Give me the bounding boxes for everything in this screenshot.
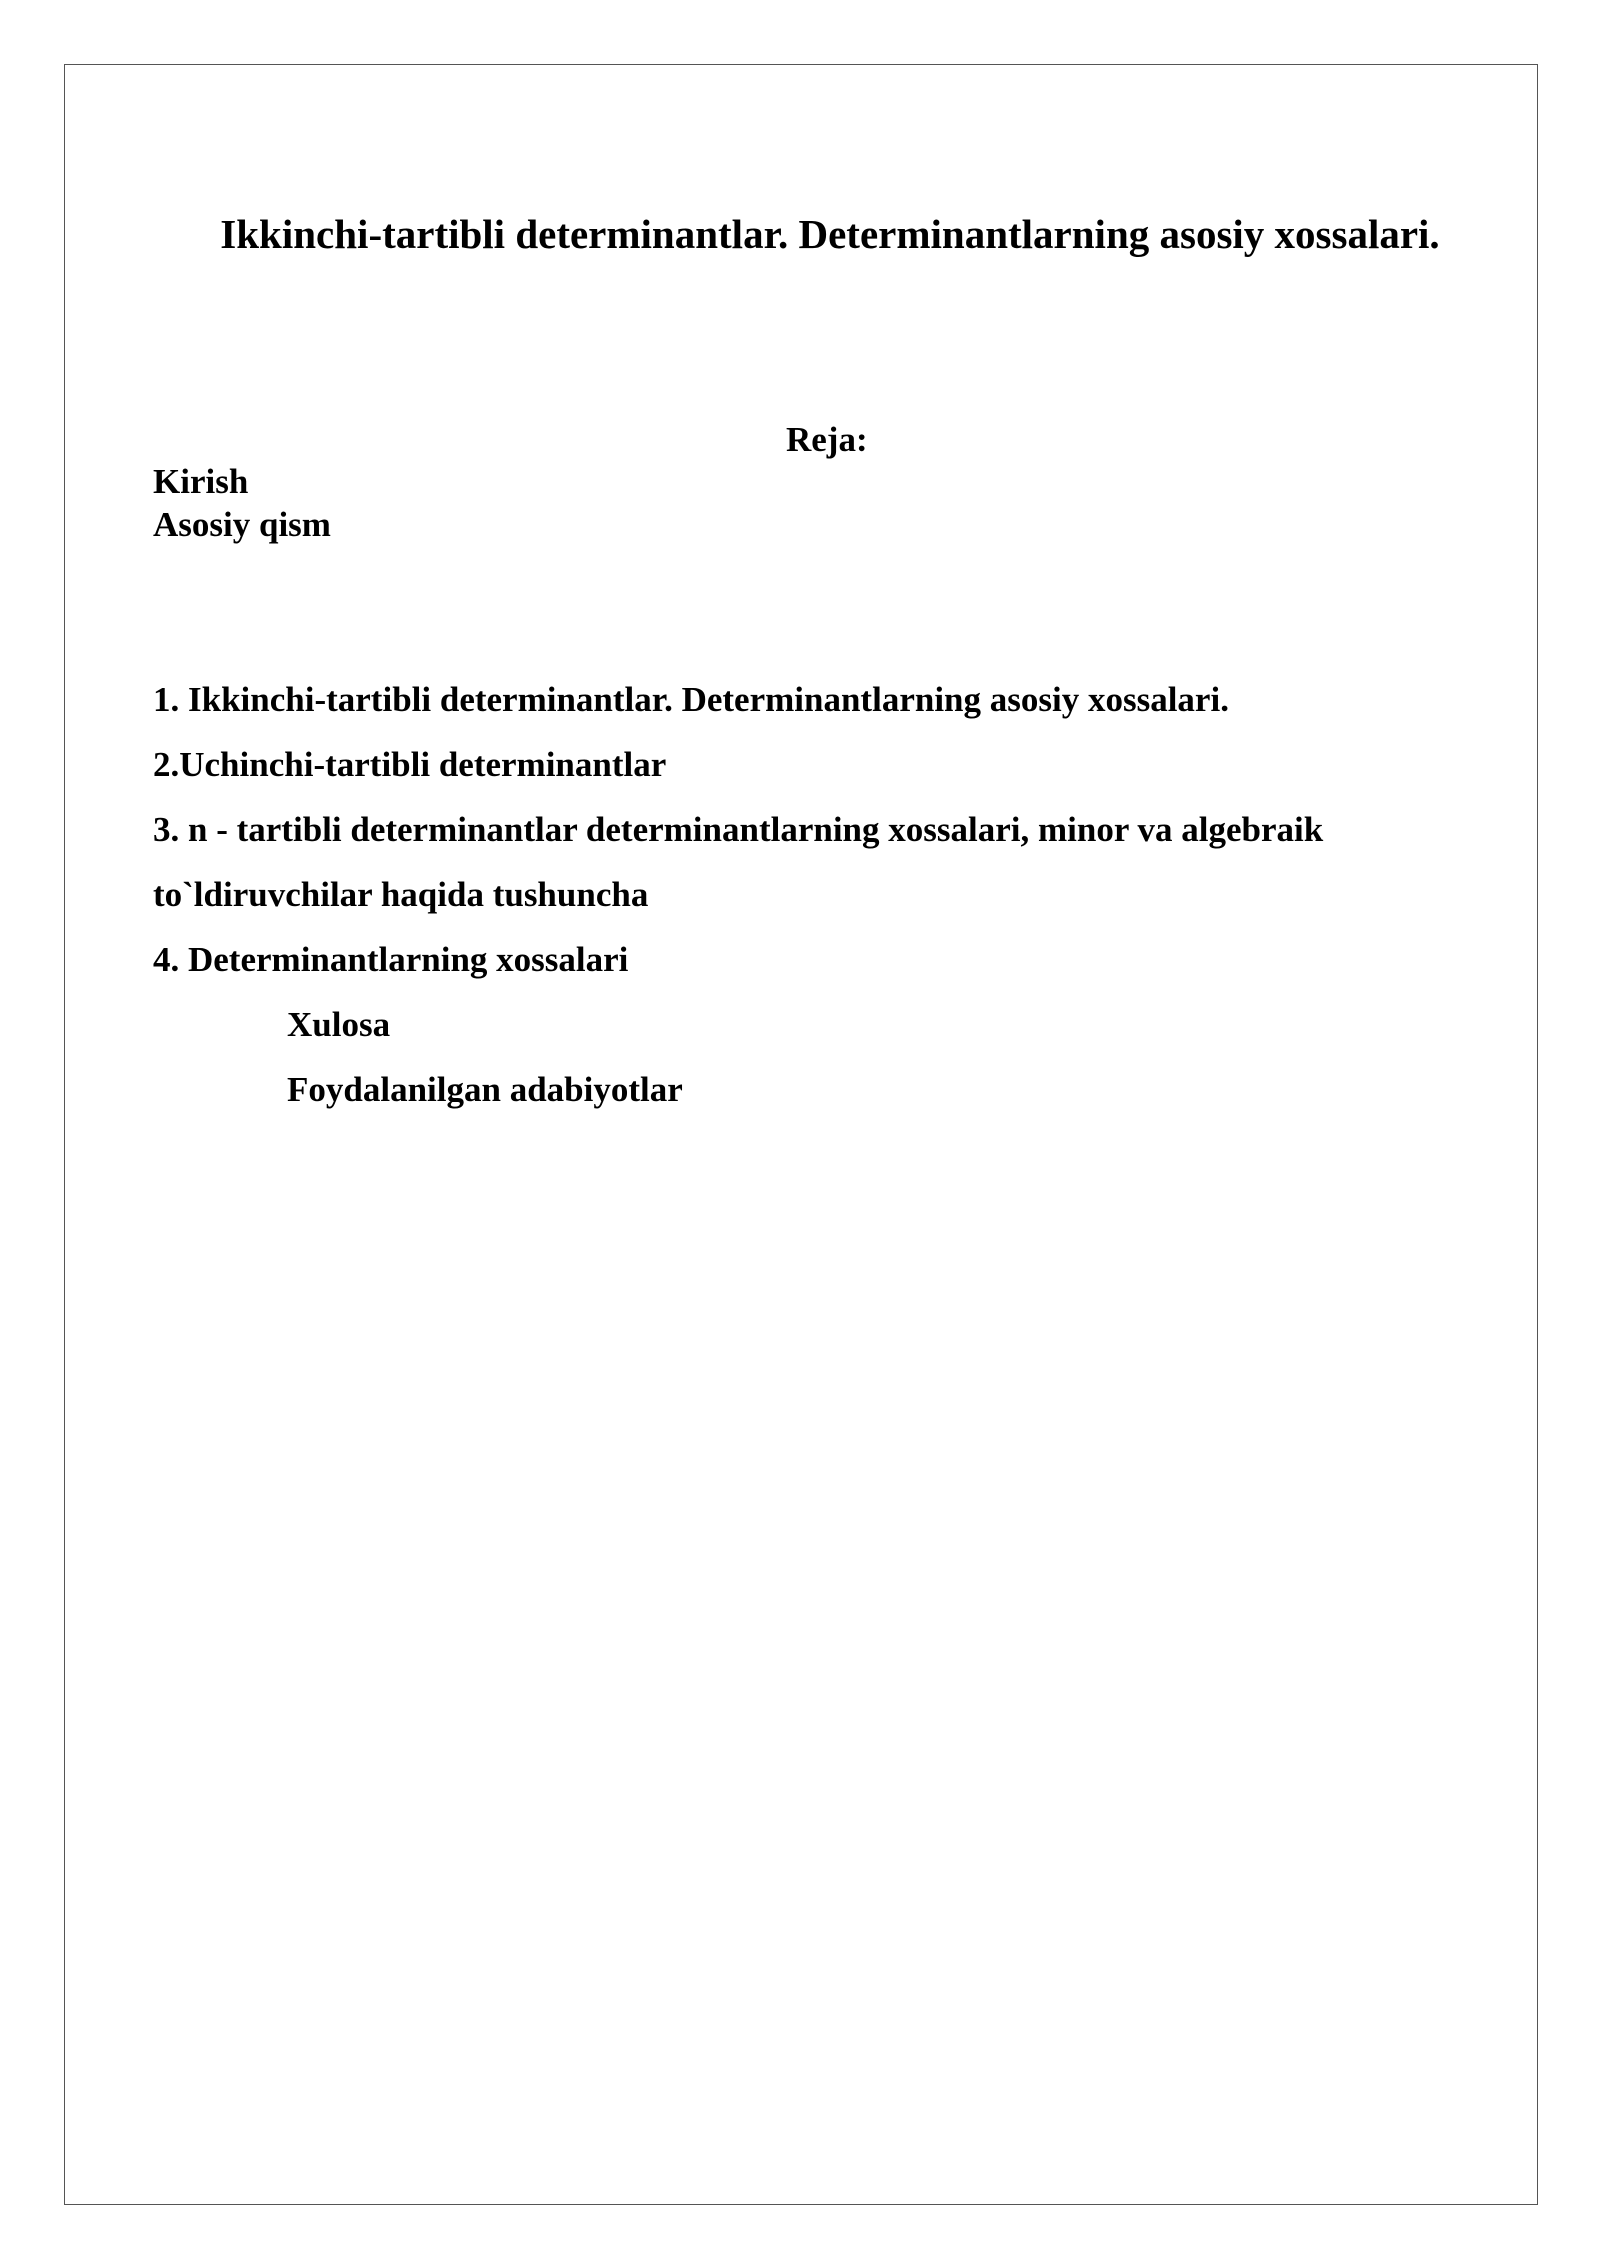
plan-numbered-item: 2.Uchinchi-tartibli determinantlar xyxy=(153,745,667,784)
plan-numbered-item-continuation: to`ldiruvchilar haqida tushuncha xyxy=(153,875,649,914)
page-border xyxy=(64,64,1538,2205)
document-title: Ikkinchi-tartibli determinantlar. Determinantlarning asosiy xossalari. xyxy=(220,211,1440,257)
plan-intro-item: Asosiy qism xyxy=(153,505,331,544)
plan-closing-item: Foydalanilgan adabiyotlar xyxy=(287,1070,683,1109)
plan-heading: Reja: xyxy=(786,420,868,459)
plan-intro-item: Kirish xyxy=(153,462,249,501)
plan-numbered-item: 4. Determinantlarning xossalari xyxy=(153,940,629,979)
plan-numbered-item: 3. n - tartibli determinantlar determinantlarning xossalari, minor va algebraik xyxy=(153,810,1324,849)
plan-numbered-item: 1. Ikkinchi-tartibli determinantlar. Determinantlarning asosiy xossalari. xyxy=(153,680,1229,719)
plan-closing-item: Xulosa xyxy=(287,1005,391,1044)
